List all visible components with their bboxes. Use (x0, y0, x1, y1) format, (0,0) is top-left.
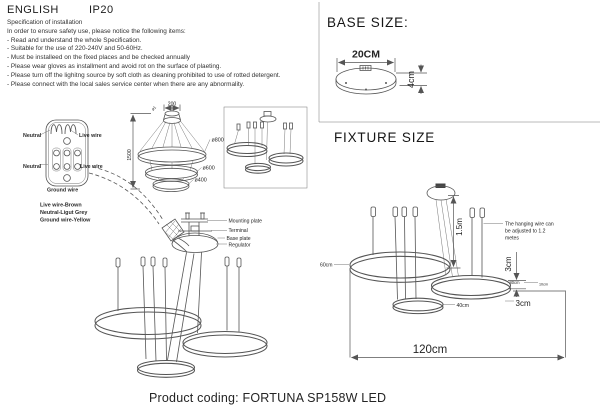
total-width-dim: 120cm (412, 344, 448, 356)
dashed-wire-1 (92, 167, 163, 220)
ring-left-3d (227, 143, 267, 154)
note-line-3: metes (505, 235, 519, 242)
base-disc (336, 68, 396, 90)
base-plate (172, 236, 218, 253)
neutral-mid-label: Neutral (23, 164, 42, 170)
ring-right-minor-dim: 10cm (539, 282, 549, 287)
wire-dia-dim: ø1 (150, 104, 158, 112)
live-top-label: Live wire (79, 133, 102, 139)
live-mid-label: Live wire (80, 164, 103, 170)
language-label: ENGLISH (7, 4, 59, 16)
ring-600 (146, 166, 198, 179)
ring-600-dim: ø600 (202, 165, 215, 172)
canopy-width-dim: 200 (167, 101, 177, 108)
ring-400 (153, 179, 189, 189)
base-size-title: BASE SIZE: (327, 15, 409, 30)
ring-small (138, 361, 195, 375)
mounting-assembly-diagram (89, 167, 262, 253)
spec-item: - Read and understand the whole Specification. (7, 36, 142, 44)
base-plate-label: Base plate (226, 236, 251, 242)
threaded-rods (189, 222, 199, 236)
ring-right-3d (269, 153, 303, 163)
spec-item: - Please turn off the lighitng source by soft cloth as cleaning prohibited to use of rotted detergent. (7, 71, 281, 79)
base-size-drawing (336, 49, 427, 95)
spec-item: - Suitable for the use of 220-240V and 50-60Hz. (7, 45, 143, 53)
fixture-size-drawing (320, 184, 566, 358)
drop-height-dim: 1500 (127, 149, 133, 161)
spec-item: - Please connect with the local sales service center when there are any abnormality. (7, 80, 245, 88)
ip-rating-label: IP20 (89, 4, 114, 16)
specification-block (7, 19, 280, 89)
canopy-right (427, 186, 455, 200)
fixture-drawing-left (95, 253, 267, 378)
note-line-1: The hanging wire can (505, 221, 554, 228)
ring-800-dim: ø800 (211, 137, 224, 144)
ring-left-dim: 60cm (320, 262, 333, 269)
legend-ground: Ground wire-Yellow (40, 217, 91, 224)
spec-item: - Must be installeed on the fixed places and be checked annually (7, 54, 190, 62)
cone-wires (140, 121, 204, 152)
thickness-bottom-dim: 3cm (515, 299, 531, 308)
fixture-3d-view (224, 107, 307, 188)
ring-right-dim: 80cm (509, 280, 520, 285)
view-frame (224, 107, 307, 188)
wiring-terminal-diagram (23, 120, 103, 224)
base-height-dim: 4cm (406, 70, 416, 89)
product-coding: Product coding: FORTUNA SP158W LED (149, 391, 387, 405)
ring-40cm (393, 298, 443, 311)
canopy-3d (260, 116, 276, 122)
legend-neutral: Neutral-Ligut Grey (40, 210, 88, 216)
legend-live: Live wire-Brown (40, 202, 82, 209)
fixture-size-title: FIXTURE SIZE (334, 130, 436, 145)
dashed-wire-2 (89, 173, 159, 224)
ground-wire-label: Ground wire (47, 187, 79, 194)
cone-dimension-diagram (127, 102, 224, 192)
spec-item: - Please wear gloves as installment and avoid rot on the surface of plaeting. (7, 62, 222, 70)
neutral-top-label: Neutral (23, 133, 42, 139)
regulator-label: Regulator (228, 242, 251, 249)
ring-800 (138, 147, 206, 162)
ground-screw-bottom (64, 175, 71, 182)
ring-bottom-dim: 40cm (456, 303, 469, 309)
canopy (165, 111, 179, 116)
ground-screw-top (64, 138, 71, 145)
ring-400-dim: ø400 (194, 177, 207, 184)
note-line-2: be adjusted to 1.2 (505, 228, 546, 235)
terminal-label: Terminal (228, 228, 248, 234)
drop-dim: 1.5m (455, 218, 464, 236)
wire-loop-left (51, 125, 62, 134)
base-diameter-dim: 20CM (351, 48, 381, 61)
mounting-plate (181, 219, 208, 222)
mounting-plate-label: Mounting plate (228, 218, 262, 225)
hanging-wires (118, 266, 239, 361)
spec-intro: In order to ensure safety use, please notice the following items: (7, 27, 186, 35)
thickness-top-dim: 3cm (504, 256, 513, 272)
spec-title: Specification of installation (7, 19, 83, 26)
